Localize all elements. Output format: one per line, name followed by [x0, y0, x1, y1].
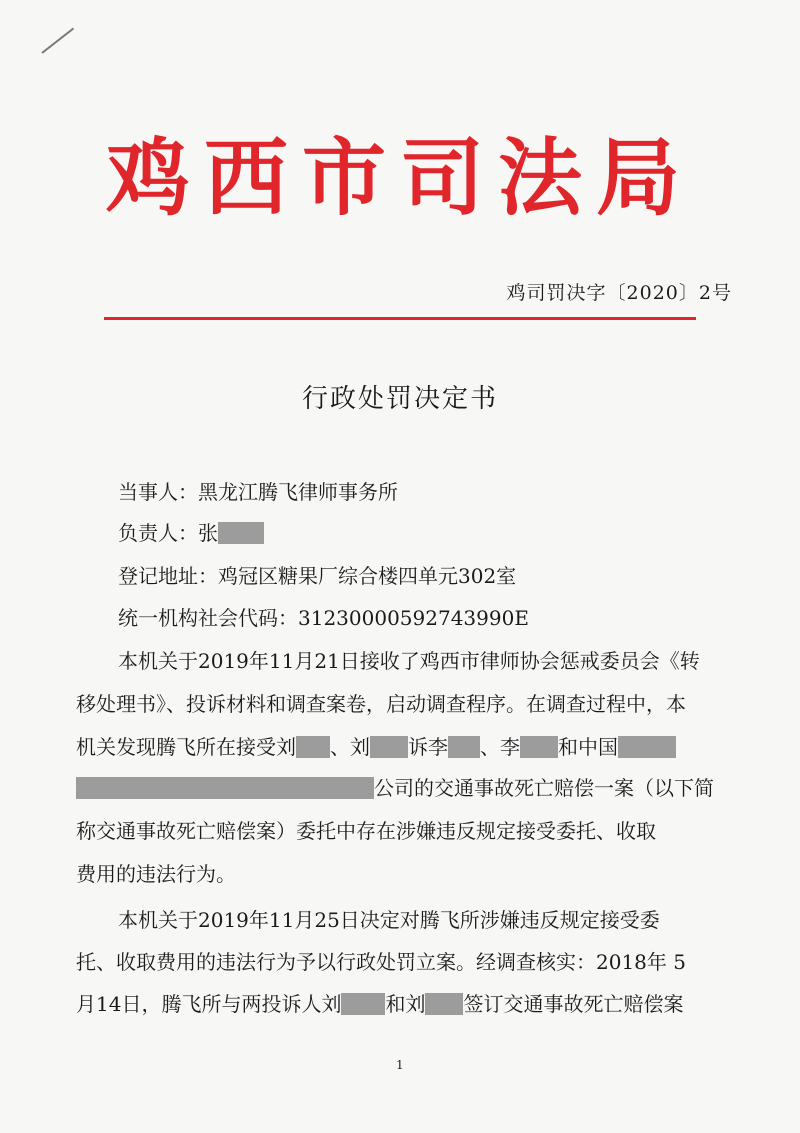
- redaction-block: [448, 736, 480, 758]
- paragraph-1-line-5: 称交通事故死亡赔偿案）委托中存在涉嫌违反规定接受委托、收取: [76, 819, 656, 843]
- paragraph-1-line-3: [76, 735, 676, 759]
- redaction-block: [341, 993, 385, 1015]
- redaction-block: [218, 522, 264, 544]
- code-value: 31230000592743990E: [298, 606, 529, 630]
- address-line: [118, 564, 516, 588]
- responsible-line: [118, 521, 264, 545]
- document-number: 鸡司罚决字〔2020〕2号: [506, 282, 732, 304]
- redaction-block: [370, 736, 408, 758]
- redaction-block: [425, 993, 463, 1015]
- text-segment: 机关发现腾飞所在接受刘: [76, 735, 296, 759]
- text-segment: 签订交通事故死亡赔偿案: [463, 992, 684, 1016]
- paragraph-2-line-3: [76, 992, 683, 1016]
- code-line: [118, 606, 529, 630]
- paragraph-2-line-2: 托、收取费用的违法行为予以行政处罚立案。经调查核实：2018年 5: [76, 950, 686, 974]
- issuing-authority-title: 鸡西市司法局: [105, 129, 694, 227]
- party-label: 当事人：: [118, 480, 198, 504]
- redaction-block: [76, 777, 374, 799]
- paragraph-1-line-2: 移处理书》、投诉材料和调查案卷，启动调查程序。在调查过程中，本: [76, 692, 686, 716]
- page-number: 1: [396, 1058, 404, 1072]
- redaction-block: [520, 736, 558, 758]
- text-segment: 、刘: [330, 735, 370, 759]
- text-segment: 公司的交通事故死亡赔偿一案（以下简: [374, 776, 714, 800]
- responsible-value: 张: [198, 521, 218, 545]
- scan-mark: [41, 28, 74, 54]
- party-line: [118, 480, 398, 504]
- text-segment: 月14日，腾飞所与两投诉人刘: [76, 992, 342, 1016]
- address-value: 鸡冠区糖果厂综合楼四单元302室: [218, 564, 517, 588]
- text-segment: 和刘: [385, 992, 426, 1016]
- paragraph-1-line-6: 费用的违法行为。: [76, 862, 236, 886]
- text-segment: 、李: [480, 735, 520, 759]
- party-value: 黑龙江腾飞律师事务所: [198, 480, 398, 504]
- paragraph-2-line-1: 本机关于2019年11月25日决定对腾飞所涉嫌违反规定接受委: [118, 908, 660, 932]
- text-segment: 和中国: [558, 735, 618, 759]
- redaction-block: [618, 736, 676, 758]
- responsible-label: 负责人：: [118, 521, 198, 545]
- address-label: 登记地址：: [118, 564, 218, 588]
- red-divider: [104, 317, 696, 320]
- code-label: 统一机构社会代码：: [118, 606, 298, 630]
- paragraph-1-line-4: [76, 776, 714, 800]
- text-segment: 诉李: [408, 735, 448, 759]
- document-title: 行政处罚决定书: [301, 384, 498, 414]
- paragraph-1-line-1: 本机关于2019年11月21日接收了鸡西市律师协会惩戒委员会《转: [118, 649, 700, 673]
- redaction-block: [296, 736, 330, 758]
